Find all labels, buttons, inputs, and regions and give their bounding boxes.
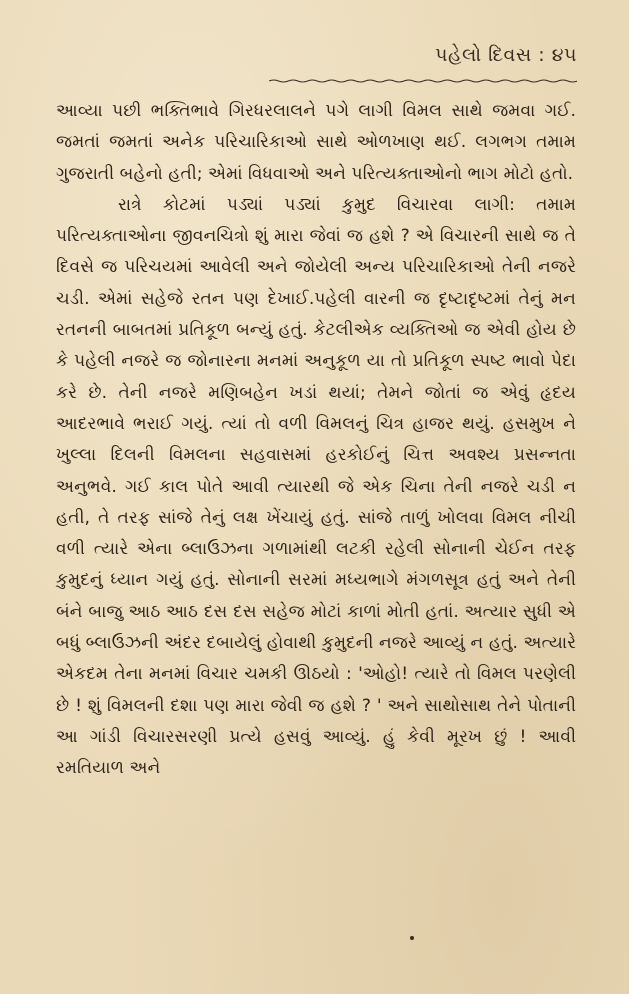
paragraph-1: આવ્યા પછી ભક્તિભાવે ગિરધરલાલને પગે લાગી વિમલ સાથે જમવા ગઈ. જમતાં જમતાં અનેક પરિચારિકાઓ સાથે ઓળખાણ થઈ. લગભગ તમામ ગુજરાતી બહેનો હતી; એમાં વિધવાઓ અને પરિત્યક્તાઓનો ભાગ મોટો હતો. [56,101,576,184]
decorative-wavy-rule [269,79,577,83]
running-head [269,44,577,88]
body-text [56,96,576,785]
ink-speck [410,936,414,940]
paragraph-2: રાત્રે કોટમાં પડ્યાં પડ્યાં કુમુદ વિચારવા લાગી: તમામ પરિત્યક્તાઓના જીવનચિત્રો શું મારા જેવાં જ હશે ? એ વિચારની સાથે જ તે દિવસે જ પરિચયમાં આવેલી અને જોયેલી અન્ય પરિચારિકાઓ તેની નજરે ચડી. એમાં સહેજે રતન પણ દેખાઈ.પહેલી વારની જ દૃષ્ટાદૃષ્ટમાં તેનું મન રતનની બાબતમાં પ્રતિકૂળ બન્યું હતું. કેટલીએક વ્યક્તિઓ જ એવી હોય છે કે પહેલી નજરે જ જોનારના મનમાં અનુકૂળ યા તો પ્રતિકૂળ સ્પષ્ટ ભાવો પેદા કરે છે. તેની નજરે મણિબહેન ખડાં થયાં; તેમને જોતાં જ એવું હૃદય આદરભાવે ભરાઈ ગયું. ત્યાં તો વળી વિમલનું ચિત્ર હાજર થયું. હસમુખ ને ખુલ્લા દિલની વિમલના સહવાસમાં હરકોઈનું ચિત્ત અવશ્ય પ્રસન્નતા અનુભવે. ગઈ કાલ પોતે આવી ત્યારથી જે એક ચિના તેની નજરે ચડી ન હતી, તે તરફ સાંજે તેનું લક્ષ ખેંચાયું હતું. સાંજે તાળું ખોલવા વિમલ નીચી વળી ત્યારે એના બ્લાઉઝના ગળામાંથી લટકી રહેલી સોનાની ચેઈન તરફ કુમુદનું ધ્યાન ગયું હતું. સોનાની સરમાં મધ્યભાગે મંગળસૂત્ર હતું અને તેની બંને બાજુ આઠ આઠ દસ દસ સહેજ મોટાં કાળાં મોતી હતાં. અત્યાર સુધી એ બધું બ્લાઉઝની અંદર દબાયેલું હોવાથી કુમુદની નજરે આવ્યું ન હતું. અત્યારે એકદમ તેના મનમાં વિચાર ચમકી ઊઠયો : 'ઓહો! ત્યારે તો વિમલ પરણેલી છે ! શું વિમલની દશા પણ મારા જેવી જ હશે ? ' અને સાથોસાથ તેને પોતાની આ ગાંડી વિચારસરણી પ્રત્યે હસવું આવ્યું. હું કેવી મૂરખ છું ! આવી રમતિયાળ અને [56,194,576,779]
running-head-text: પહેલો દિવસ : ૪૫ [435,44,577,66]
